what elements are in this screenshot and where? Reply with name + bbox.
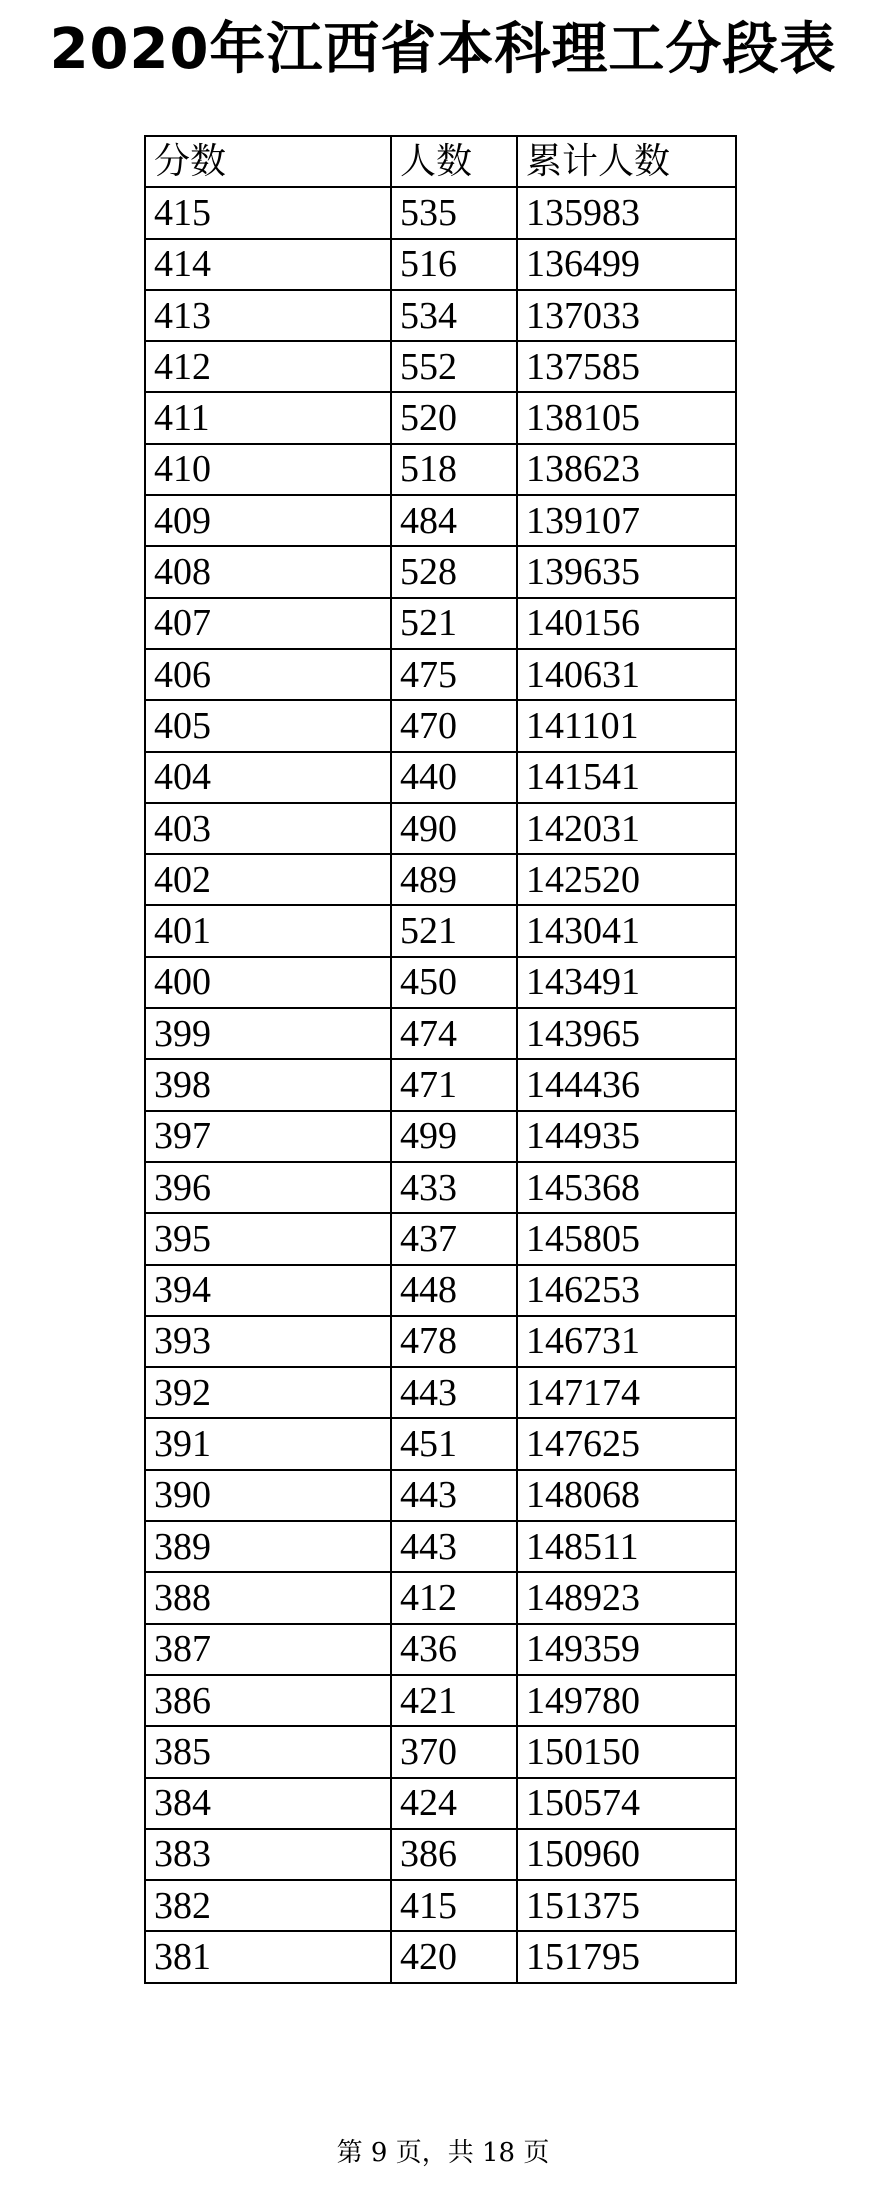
cell-cumulative: 142031 bbox=[517, 803, 736, 854]
cell-count: 448 bbox=[391, 1265, 517, 1316]
table-header-row bbox=[145, 136, 736, 187]
table-row bbox=[145, 1162, 736, 1213]
column-header-count: 人数 bbox=[391, 136, 517, 187]
table-row bbox=[145, 957, 736, 1008]
cell-cumulative: 143041 bbox=[517, 905, 736, 956]
cell-score: 409 bbox=[145, 495, 391, 546]
cell-count: 443 bbox=[391, 1367, 517, 1418]
cell-cumulative: 140156 bbox=[517, 598, 736, 649]
cell-count: 443 bbox=[391, 1470, 517, 1521]
cell-count: 471 bbox=[391, 1059, 517, 1110]
table-row bbox=[145, 1059, 736, 1110]
cell-score: 385 bbox=[145, 1726, 391, 1777]
cell-score: 412 bbox=[145, 341, 391, 392]
cell-cumulative: 146253 bbox=[517, 1265, 736, 1316]
table-row bbox=[145, 1316, 736, 1367]
table-row bbox=[145, 1675, 736, 1726]
cell-score: 404 bbox=[145, 752, 391, 803]
table-row bbox=[145, 649, 736, 700]
cell-cumulative: 151795 bbox=[517, 1931, 736, 1982]
cell-count: 521 bbox=[391, 598, 517, 649]
cell-score: 392 bbox=[145, 1367, 391, 1418]
table-row bbox=[145, 1111, 736, 1162]
cell-cumulative: 139635 bbox=[517, 546, 736, 597]
cell-score: 396 bbox=[145, 1162, 391, 1213]
cell-cumulative: 140631 bbox=[517, 649, 736, 700]
cell-score: 407 bbox=[145, 598, 391, 649]
table-row bbox=[145, 854, 736, 905]
cell-cumulative: 150960 bbox=[517, 1829, 736, 1880]
cell-score: 398 bbox=[145, 1059, 391, 1110]
cell-count: 552 bbox=[391, 341, 517, 392]
cell-count: 534 bbox=[391, 290, 517, 341]
cell-score: 382 bbox=[145, 1880, 391, 1931]
table-body bbox=[145, 187, 736, 1982]
cell-count: 443 bbox=[391, 1521, 517, 1572]
cell-count: 516 bbox=[391, 239, 517, 290]
cell-count: 535 bbox=[391, 187, 517, 238]
cell-score: 388 bbox=[145, 1572, 391, 1623]
cell-score: 408 bbox=[145, 546, 391, 597]
cell-count: 436 bbox=[391, 1624, 517, 1675]
table-row bbox=[145, 1470, 736, 1521]
table-row bbox=[145, 392, 736, 443]
cell-cumulative: 148068 bbox=[517, 1470, 736, 1521]
cell-count: 475 bbox=[391, 649, 517, 700]
table-row bbox=[145, 1880, 736, 1931]
cell-cumulative: 145805 bbox=[517, 1213, 736, 1264]
cell-count: 490 bbox=[391, 803, 517, 854]
cell-count: 518 bbox=[391, 444, 517, 495]
cell-score: 384 bbox=[145, 1778, 391, 1829]
cell-score: 406 bbox=[145, 649, 391, 700]
cell-count: 420 bbox=[391, 1931, 517, 1982]
table-row bbox=[145, 752, 736, 803]
cell-count: 499 bbox=[391, 1111, 517, 1162]
table-row bbox=[145, 1213, 736, 1264]
cell-score: 393 bbox=[145, 1316, 391, 1367]
table-row bbox=[145, 290, 736, 341]
cell-count: 478 bbox=[391, 1316, 517, 1367]
cell-cumulative: 148511 bbox=[517, 1521, 736, 1572]
page-footer: 第 9 页，共 18 页 bbox=[336, 2138, 550, 2168]
table-row bbox=[145, 546, 736, 597]
cell-score: 403 bbox=[145, 803, 391, 854]
table-row bbox=[145, 1726, 736, 1777]
cell-count: 520 bbox=[391, 392, 517, 443]
table-row bbox=[145, 1624, 736, 1675]
cell-score: 415 bbox=[145, 187, 391, 238]
table-row bbox=[145, 1265, 736, 1316]
cell-score: 381 bbox=[145, 1931, 391, 1982]
cell-cumulative: 145368 bbox=[517, 1162, 736, 1213]
cell-score: 386 bbox=[145, 1675, 391, 1726]
table-row bbox=[145, 1418, 736, 1469]
cell-score: 411 bbox=[145, 392, 391, 443]
cell-cumulative: 149359 bbox=[517, 1624, 736, 1675]
table-row bbox=[145, 700, 736, 751]
cell-count: 386 bbox=[391, 1829, 517, 1880]
cell-count: 424 bbox=[391, 1778, 517, 1829]
table-row bbox=[145, 1367, 736, 1418]
cell-cumulative: 147174 bbox=[517, 1367, 736, 1418]
cell-count: 415 bbox=[391, 1880, 517, 1931]
table-row bbox=[145, 187, 736, 238]
cell-score: 389 bbox=[145, 1521, 391, 1572]
table-row bbox=[145, 1829, 736, 1880]
cell-cumulative: 142520 bbox=[517, 854, 736, 905]
cell-score: 397 bbox=[145, 1111, 391, 1162]
cell-cumulative: 144436 bbox=[517, 1059, 736, 1110]
cell-cumulative: 136499 bbox=[517, 239, 736, 290]
cell-count: 437 bbox=[391, 1213, 517, 1264]
page-title: 2020年江西省本科理工分段表 bbox=[49, 17, 837, 82]
cell-count: 370 bbox=[391, 1726, 517, 1777]
column-header-cumulative: 累计人数 bbox=[517, 136, 736, 187]
table-row bbox=[145, 495, 736, 546]
score-distribution-table bbox=[144, 135, 737, 1984]
cell-count: 474 bbox=[391, 1008, 517, 1059]
cell-cumulative: 144935 bbox=[517, 1111, 736, 1162]
table-row bbox=[145, 239, 736, 290]
cell-count: 440 bbox=[391, 752, 517, 803]
cell-cumulative: 146731 bbox=[517, 1316, 736, 1367]
cell-score: 399 bbox=[145, 1008, 391, 1059]
table-row bbox=[145, 444, 736, 495]
cell-cumulative: 143491 bbox=[517, 957, 736, 1008]
cell-count: 451 bbox=[391, 1418, 517, 1469]
cell-count: 521 bbox=[391, 905, 517, 956]
column-header-score: 分数 bbox=[145, 136, 391, 187]
cell-score: 383 bbox=[145, 1829, 391, 1880]
cell-count: 450 bbox=[391, 957, 517, 1008]
cell-score: 414 bbox=[145, 239, 391, 290]
cell-score: 402 bbox=[145, 854, 391, 905]
cell-cumulative: 137033 bbox=[517, 290, 736, 341]
cell-count: 470 bbox=[391, 700, 517, 751]
table-row bbox=[145, 341, 736, 392]
cell-count: 528 bbox=[391, 546, 517, 597]
cell-count: 484 bbox=[391, 495, 517, 546]
cell-score: 400 bbox=[145, 957, 391, 1008]
cell-cumulative: 149780 bbox=[517, 1675, 736, 1726]
cell-score: 413 bbox=[145, 290, 391, 341]
cell-cumulative: 138623 bbox=[517, 444, 736, 495]
cell-cumulative: 141101 bbox=[517, 700, 736, 751]
cell-cumulative: 143965 bbox=[517, 1008, 736, 1059]
table-row bbox=[145, 1778, 736, 1829]
cell-count: 433 bbox=[391, 1162, 517, 1213]
cell-score: 391 bbox=[145, 1418, 391, 1469]
table-row bbox=[145, 803, 736, 854]
cell-cumulative: 148923 bbox=[517, 1572, 736, 1623]
cell-count: 412 bbox=[391, 1572, 517, 1623]
cell-cumulative: 150574 bbox=[517, 1778, 736, 1829]
cell-score: 387 bbox=[145, 1624, 391, 1675]
cell-score: 401 bbox=[145, 905, 391, 956]
cell-score: 394 bbox=[145, 1265, 391, 1316]
cell-cumulative: 139107 bbox=[517, 495, 736, 546]
cell-cumulative: 150150 bbox=[517, 1726, 736, 1777]
cell-cumulative: 135983 bbox=[517, 187, 736, 238]
cell-count: 489 bbox=[391, 854, 517, 905]
cell-score: 390 bbox=[145, 1470, 391, 1521]
cell-score: 405 bbox=[145, 700, 391, 751]
table-row bbox=[145, 1008, 736, 1059]
cell-score: 395 bbox=[145, 1213, 391, 1264]
cell-count: 421 bbox=[391, 1675, 517, 1726]
table-row bbox=[145, 1521, 736, 1572]
table-row bbox=[145, 598, 736, 649]
cell-cumulative: 147625 bbox=[517, 1418, 736, 1469]
table-row bbox=[145, 1572, 736, 1623]
table-row bbox=[145, 1931, 736, 1982]
cell-score: 410 bbox=[145, 444, 391, 495]
cell-cumulative: 141541 bbox=[517, 752, 736, 803]
cell-cumulative: 138105 bbox=[517, 392, 736, 443]
cell-cumulative: 137585 bbox=[517, 341, 736, 392]
cell-cumulative: 151375 bbox=[517, 1880, 736, 1931]
table-row bbox=[145, 905, 736, 956]
